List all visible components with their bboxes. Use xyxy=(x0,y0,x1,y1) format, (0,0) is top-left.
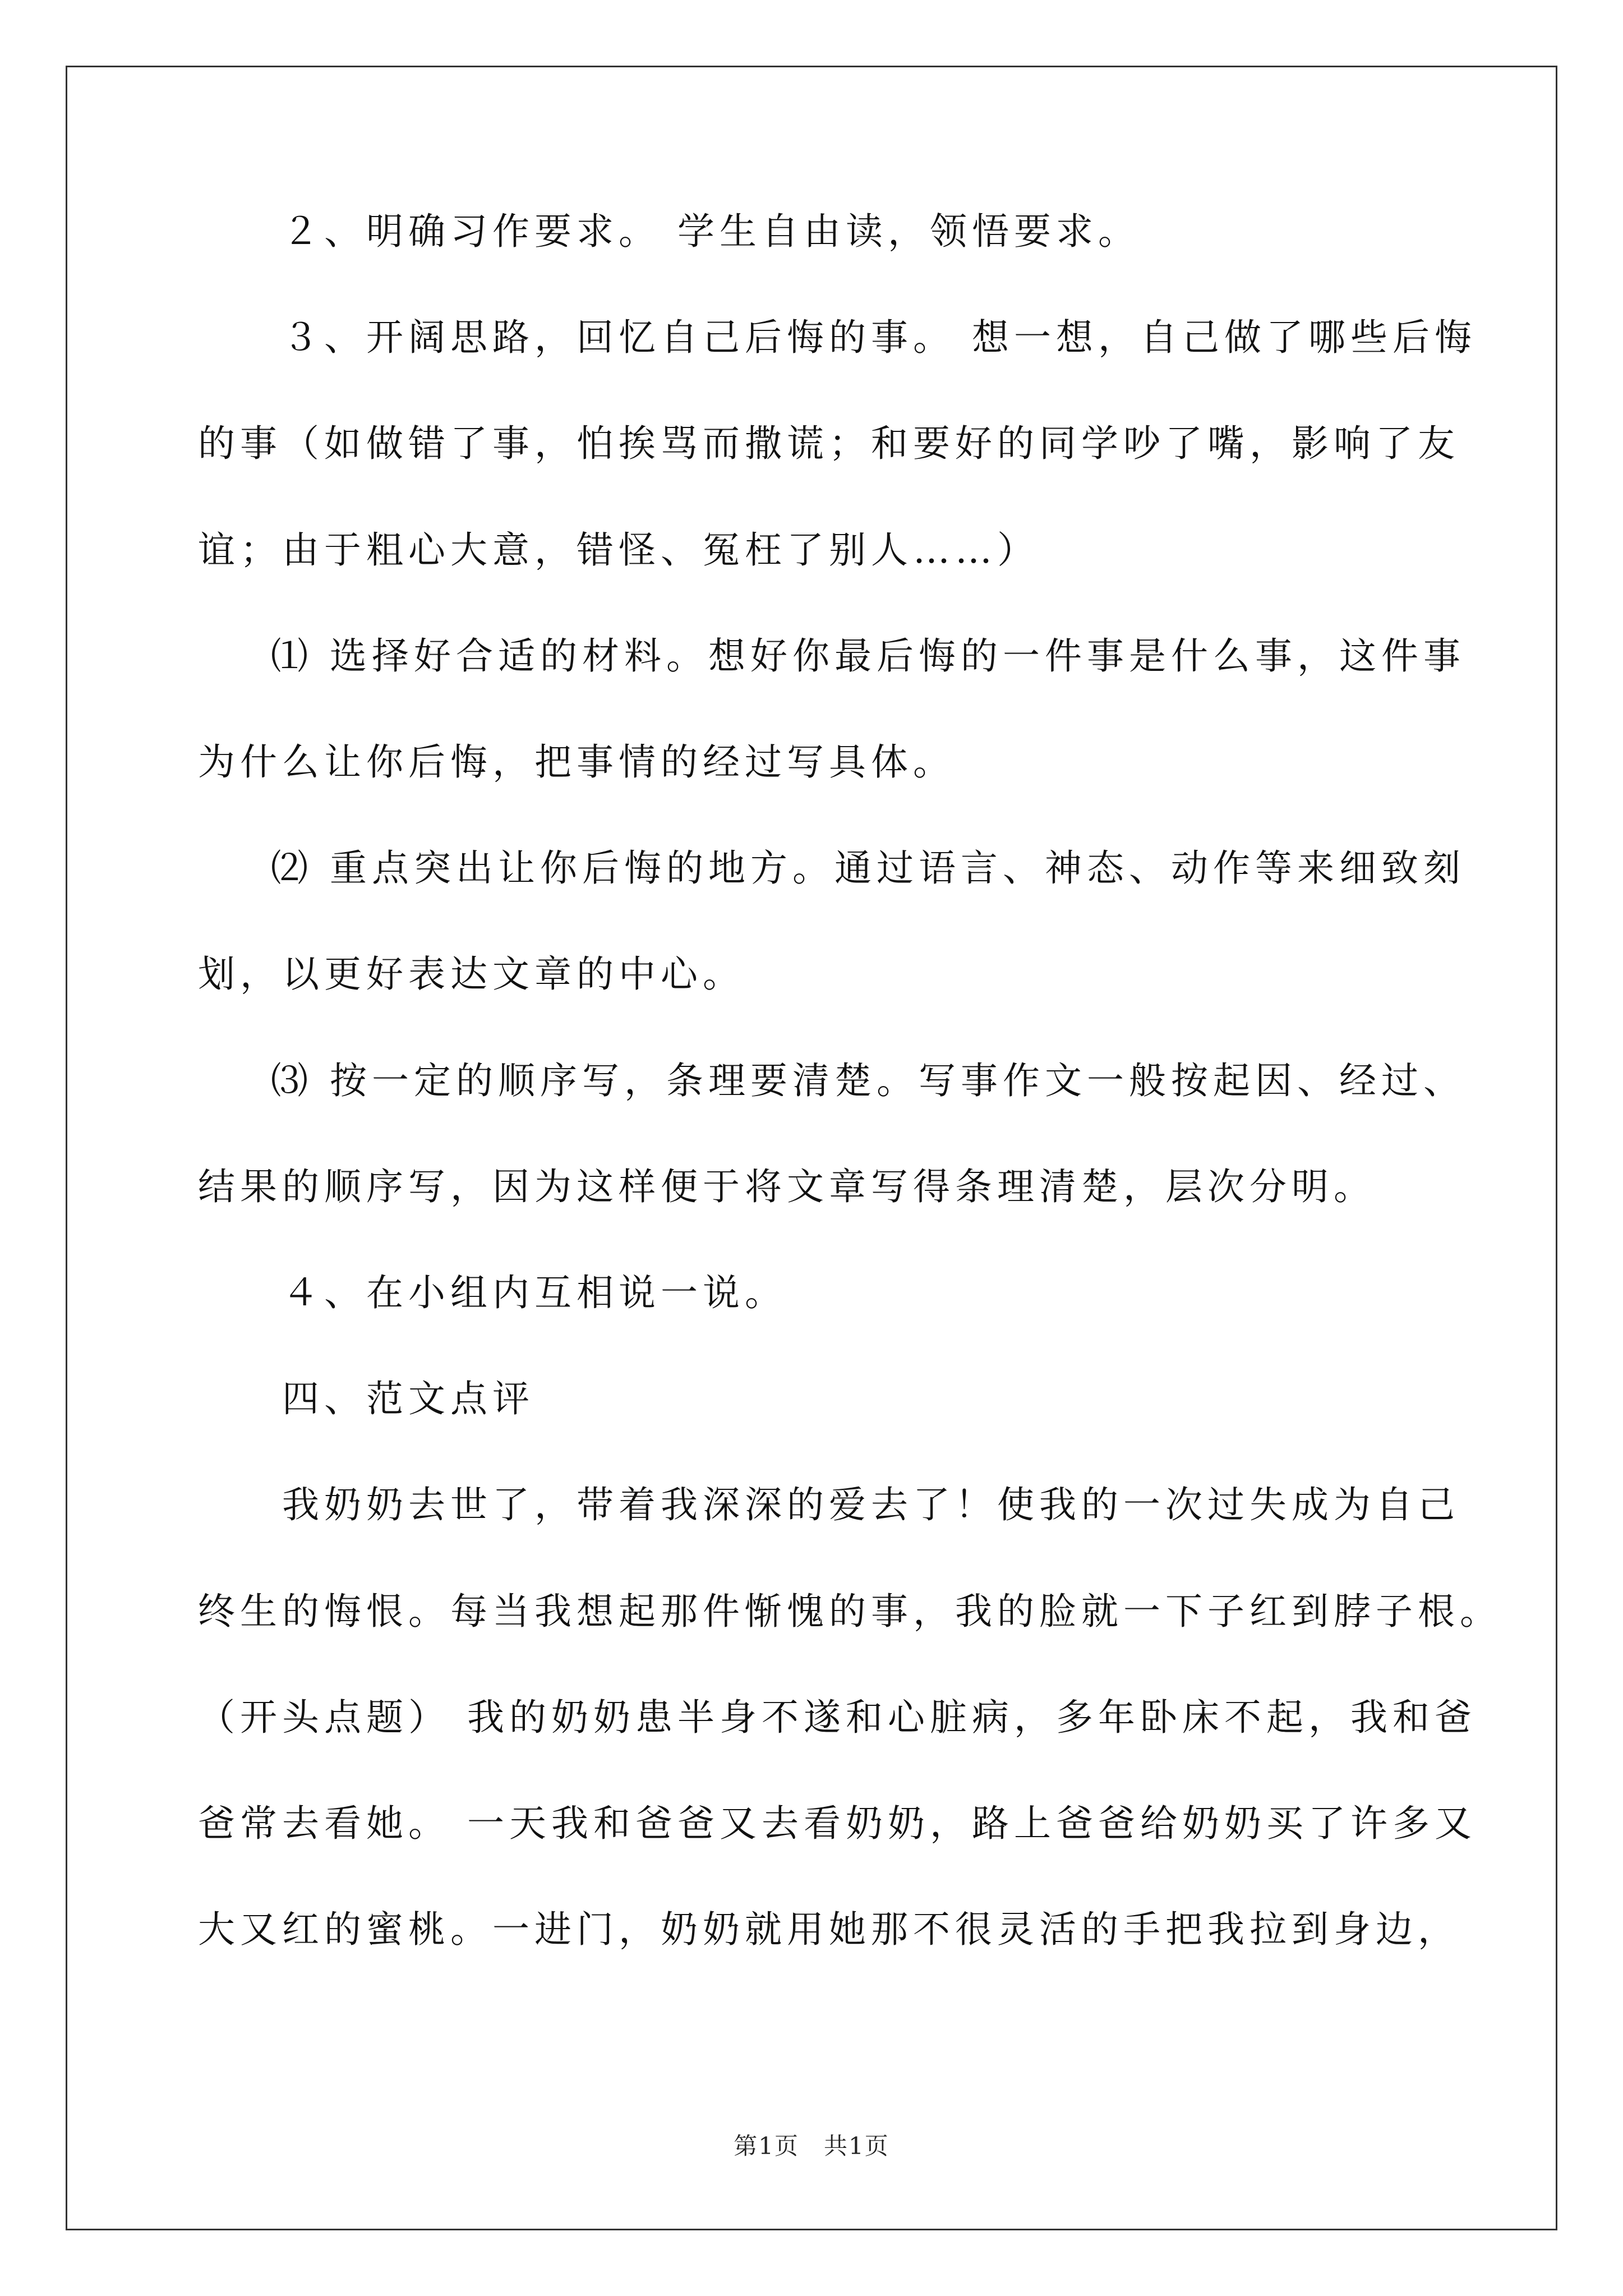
page-footer: 第1页 共1页 xyxy=(734,2132,889,2160)
text-line: ⑴ 选择好合适的材料。想好你最后悔的一件事是什么事，这件事 xyxy=(271,634,1465,678)
text-line: 谊；由于粗心大意，错怪、冤枉了别人……） xyxy=(198,528,1039,572)
text-line: 的事（如做错了事，怕挨骂而撒谎；和要好的同学吵了嘴，影响了友 xyxy=(198,422,1460,465)
text-line: 结果的顺序写，因为这样便于将文章写得条理清楚，层次分明。 xyxy=(198,1165,1376,1208)
section-heading: 四、范文点评 xyxy=(282,1377,534,1420)
text-line: 终生的悔恨。每当我想起那件惭愧的事，我的脸就一下子红到脖子根。 xyxy=(198,1590,1502,1633)
text-line: ３、开阔思路，回忆自己后悔的事。 想一想，自己做了哪些后悔 xyxy=(282,316,1477,359)
text-line: ２、明确习作要求。 学生自由读，领悟要求。 xyxy=(282,210,1140,253)
text-line: 为什么让你后悔，把事情的经过写具体。 xyxy=(198,740,955,784)
text-line: 爸常去看她。 一天我和爸爸又去看奶奶，路上爸爸给奶奶买了许多又 xyxy=(198,1802,1477,1845)
text-line: （开头点题） 我的奶奶患半身不遂和心脏病，多年卧床不起，我和爸 xyxy=(198,1696,1477,1739)
page-border xyxy=(66,66,1557,2230)
text-line: ４、在小组内互相说一说。 xyxy=(282,1271,787,1314)
text-line: ⑶ 按一定的顺序写，条理要清楚。写事作文一般按起因、经过、 xyxy=(271,1059,1465,1102)
text-line: 我奶奶去世了，带着我深深的爱去了！使我的一次过失成为自己 xyxy=(282,1483,1460,1526)
text-line: ⑵ 重点突出让你后悔的地方。通过语言、神态、动作等来细致刻 xyxy=(271,846,1465,890)
text-line: 大又红的蜜桃。一进门，奶奶就用她那不很灵活的手把我拉到身边， xyxy=(198,1908,1460,1951)
text-line: 划，以更好表达文章的中心。 xyxy=(198,953,745,996)
